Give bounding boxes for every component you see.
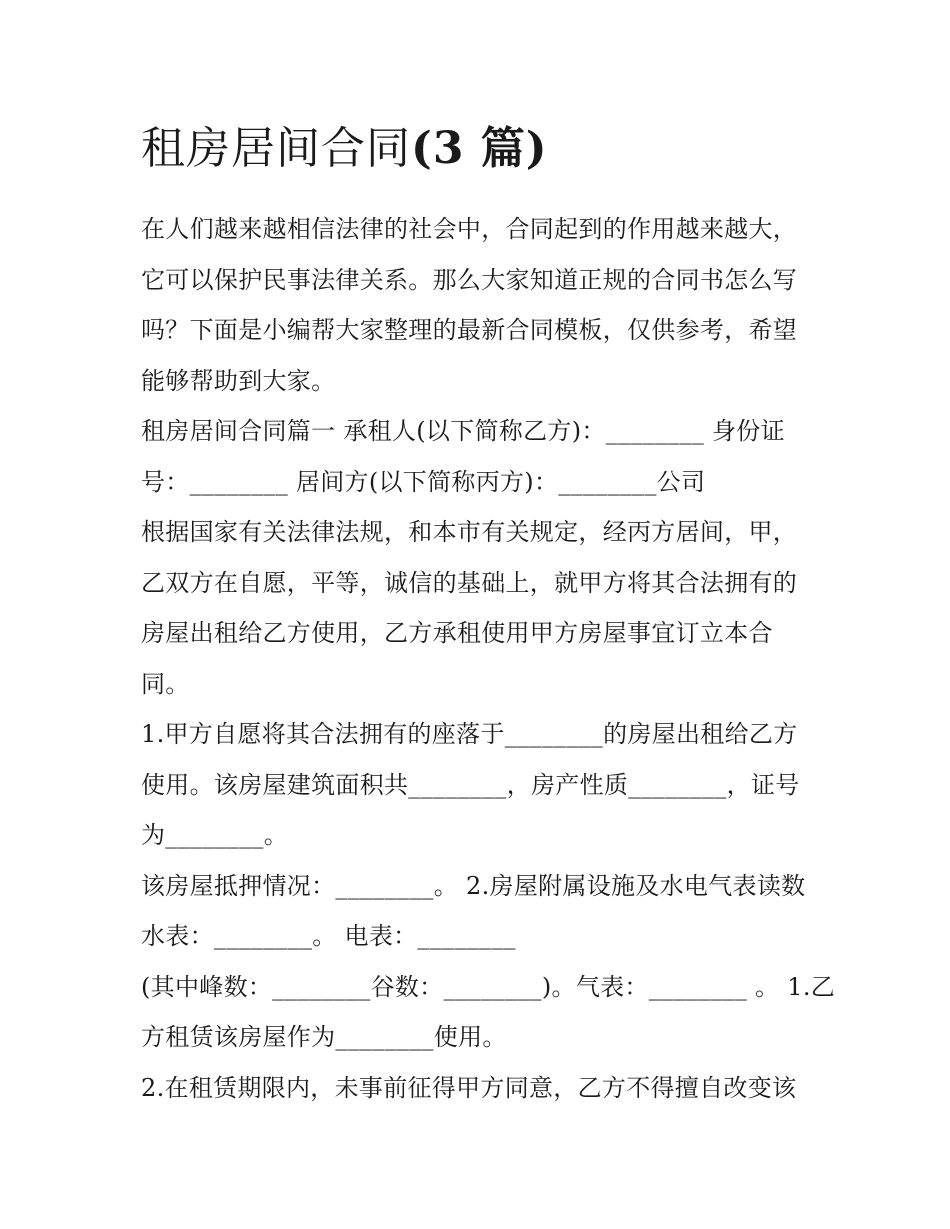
text-line: 号：________ 居间方(以下简称丙方)：________公司 xyxy=(141,467,706,496)
parties-paragraph xyxy=(141,406,821,507)
text-line: 为________。 xyxy=(141,821,288,849)
clause-paragraph xyxy=(141,962,836,1063)
clause-paragraph xyxy=(141,861,821,962)
text-line: 吗？下面是小编帮大家整理的最新合同模板，仅供参考，希望 xyxy=(141,316,798,344)
text-line: (其中峰数：________谷数：________)。气表：________ 。 1.乙 xyxy=(141,972,836,1001)
text-line: 2.在租赁期限内，未事前征得甲方同意，乙方不得擅自改变该 xyxy=(141,1073,797,1102)
document-content xyxy=(141,118,836,1113)
document-title xyxy=(141,118,821,180)
document-title-count: (3 篇) xyxy=(411,123,548,174)
document-title-main: 租房居间合同 xyxy=(141,123,411,174)
text-line: 1.甲方自愿将其合法拥有的座落于________的房屋出租给乙方 xyxy=(141,720,798,748)
text-line: 它可以保护民事法律关系。那么大家知道正规的合同书怎么写 xyxy=(141,265,798,294)
document-body xyxy=(141,204,836,1113)
text-line: 使用。该房屋建筑面积共________，房产性质________，证号 xyxy=(141,770,800,799)
text-line: 水表：________。 电表：________ xyxy=(141,922,516,950)
text-line: 根据国家有关法律法规，和本市有关规定，经丙方居间，甲， xyxy=(141,518,798,546)
text-line: 同。 xyxy=(141,669,190,698)
text-line: 租房居间合同篇一 承租人(以下简称乙方)：________ 身份证 xyxy=(141,417,785,445)
intro-paragraph xyxy=(141,204,821,406)
text-line: 能够帮助到大家。 xyxy=(141,366,336,395)
text-line: 在人们越来越相信法律的社会中，合同起到的作用越来越大， xyxy=(141,215,798,243)
text-line: 房屋出租给乙方使用，乙方承租使用甲方房屋事宜订立本合 xyxy=(141,619,773,647)
text-line: 该房屋抵押情况：________。 2.房屋附属设施及水电气表读数 xyxy=(141,871,806,900)
text-line: 乙双方在自愿，平等，诚信的基础上，就甲方将其合法拥有的 xyxy=(141,568,798,597)
text-line: 方租赁该房屋作为________使用。 xyxy=(141,1023,507,1051)
preamble-paragraph xyxy=(141,507,821,709)
clause-paragraph xyxy=(141,709,821,861)
clause-paragraph xyxy=(141,1063,821,1114)
